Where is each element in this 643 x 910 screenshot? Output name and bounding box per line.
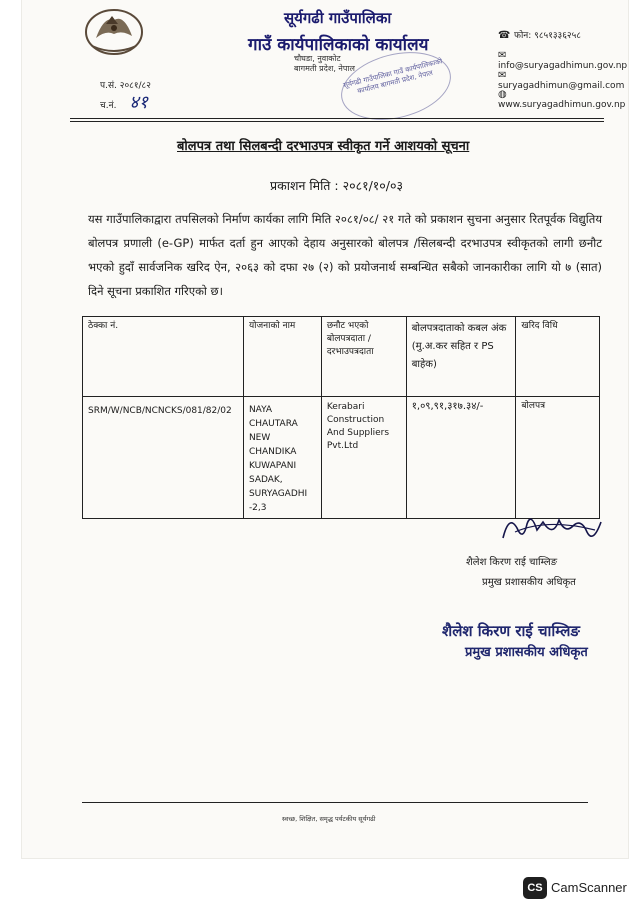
reference-number: प.सं. २०८१/८२ — [100, 81, 151, 91]
contact-email-1 — [498, 50, 628, 71]
contact-email-2 — [498, 70, 628, 91]
seal-name: शैलेश किरण राई चाम्लिङ — [442, 622, 580, 640]
municipality-name: सूर्यगढी गाउँपालिका — [284, 9, 392, 27]
globe-icon: ◍ — [498, 89, 507, 100]
phone-text: फोन: ९८५१३३६२५८ — [514, 31, 581, 41]
nepal-emblem-icon — [82, 6, 146, 58]
published-date: प्रकाशन मिति : २०८१/१०/०३ — [270, 178, 404, 193]
footer-slogan: स्वच्छ, शिक्षित, समृद्ध पर्यटकीय सूर्यगढी — [282, 815, 376, 823]
web-text: www.suryagadhimun.gov.np — [498, 100, 626, 110]
email-2-text: suryagadhimun@gmail.com — [498, 81, 625, 91]
phone-icon: ☎ — [498, 30, 511, 41]
header-amount: बोलपत्रदाताको कबल अंक (मु.अ.कर सहित र PS बाहेक) — [406, 317, 516, 397]
office-address — [294, 54, 355, 74]
document-page — [22, 0, 628, 858]
table-header-row — [83, 317, 600, 397]
cell-method: बोलपत्र — [516, 397, 600, 519]
email-1-text: info@suryagadhimun.gov.np — [498, 61, 628, 71]
table-row — [83, 397, 600, 519]
footer-divider — [82, 802, 588, 803]
contact-web — [498, 89, 628, 110]
camscanner-watermark: CamScanner — [551, 880, 627, 895]
signatory-post: प्रमुख प्रशासकीय अधिकृत — [482, 577, 576, 588]
signatory-name: शैलेश किरण राई चाम्लिङ — [466, 557, 558, 568]
address-line-1: चौघडा, नुवाकोट — [294, 54, 341, 63]
header-contract-no: ठेक्का नं. — [83, 317, 244, 397]
header-bidder: छनौट भएको बोलपत्रदाता / दरभाउपत्रदाता — [321, 317, 406, 397]
header-divider — [70, 118, 604, 119]
signature-scribble-icon — [497, 508, 607, 552]
office-stamp: सूर्यगढी गाउँपालिका गाउँ कार्यपालिकाको कार्यालय बागमती प्रदेश, नेपाल — [334, 41, 458, 130]
camscanner-logo-icon: CS — [523, 877, 547, 899]
cell-contract-no: SRM/W/NCB/NCNCKS/081/82/02 — [83, 397, 244, 519]
contact-phone — [498, 28, 581, 41]
office-name: गाउँ कार्यपालिकाको कार्यालय — [248, 35, 429, 55]
mail-icon: ✉ — [498, 70, 507, 81]
chalani-label: च.नं. — [100, 101, 117, 111]
header-divider-2 — [70, 121, 604, 122]
header-method: खरिद विधि — [516, 317, 600, 397]
cell-bidder: Kerabari Construction And Suppliers Pvt.Ltd — [321, 397, 406, 519]
mail-icon: ✉ — [498, 50, 507, 61]
address-line-2: बागमती प्रदेश, नेपाल — [294, 64, 355, 73]
tender-table — [82, 316, 600, 519]
cell-amount: १,०९,९१,३१७.३४/- — [406, 397, 516, 519]
chalani-value: ४१ — [129, 92, 149, 113]
cell-project: NAYA CHAUTARA NEW CHANDIKA KUWAPANI SADAK, SURYAGADHI -2,3 — [243, 397, 321, 519]
seal-post: प्रमुख प्रशासकीय अधिकृत — [465, 645, 588, 660]
notice-title: बोलपत्र तथा सिलबन्दी दरभाउपत्र स्वीकृत गर्ने आशयको सूचना — [177, 139, 470, 154]
notice-body: यस गाउँपालिकाद्वारा तपसिलको निर्माण कार्यका लागि मिति २०८१/०८/ २१ गते को प्रकाशन सुचना अनुसार रितपूर्वक विद्युतिय बोलपत्र प्रणाली (e-GP) मार्फत दर्ता हुन आएको देहाय अनुसारको बोलपत्र /सिलबन्दी दरभाउपत्र स्वीकृतको लागी छनौट भएको हुदाँ सार्वजनिक खरिद ऐन, २०६३ को दफा २७ (२) को प्रयोजनार्थ सम्बन्धित सबैको जानकारीका लागि यो ७ (सात) दिने सूचना प्रकाशित गरिएको छ। — [88, 212, 602, 298]
header-project: योजनाको नाम — [243, 317, 321, 397]
chalani-number — [100, 90, 148, 114]
